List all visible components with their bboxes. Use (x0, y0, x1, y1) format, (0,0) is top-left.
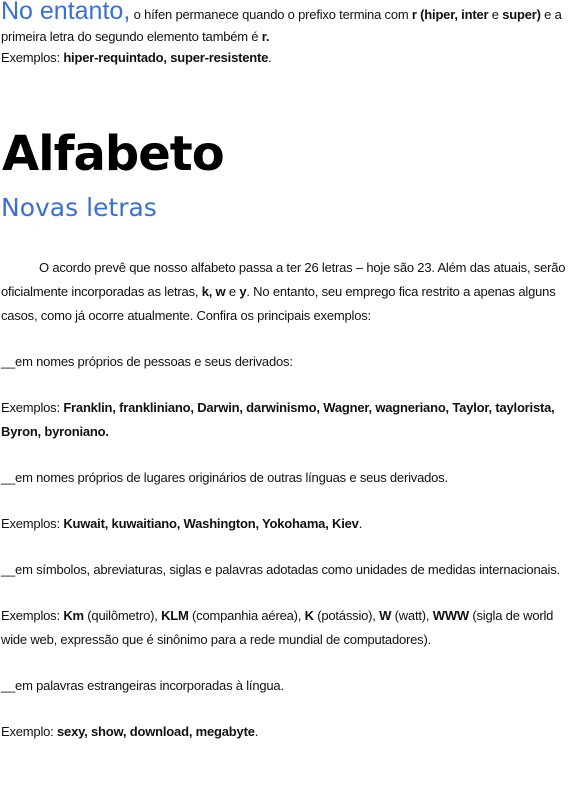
symbol-www: WWW (432, 608, 469, 623)
main-text-3: . No entanto, seu emprego fica restrito a apenas alguns casos, como já ocorre atualmente. Confira os principais exemplos: (1, 284, 556, 323)
intro-text-1: o hífen permanece quando o prefixo termina com (130, 7, 412, 22)
case-examples-2 (1, 512, 575, 536)
spacer (1, 582, 575, 604)
intro-examples-values: hiper-requintado, super-resistente (63, 50, 269, 65)
case-examples-label-4: Exemplo: (1, 724, 58, 739)
spacer (1, 374, 575, 396)
case-examples-label-1: Exemplos: (1, 400, 64, 415)
intro-examples (1, 48, 575, 68)
symbol-km: Km (63, 608, 84, 623)
symbol-w-desc: (watt), (391, 608, 433, 623)
main-letter-y: y (239, 284, 247, 299)
case-rule-4: __em palavras estrangeiras incorporadas à língua. (1, 678, 284, 693)
intro-text-3: e a primeira letra do segundo elemento também é (1, 7, 562, 44)
case-rule-2: __em nomes próprios de lugares originários de outras línguas e seus derivados. (1, 470, 448, 485)
spacer (1, 328, 575, 350)
case-examples-1 (1, 396, 575, 444)
intro-paragraph (1, 0, 575, 48)
case-examples-values-4: sexy, show, download, megabyte (57, 724, 255, 739)
intro-lead: No entanto, (1, 0, 131, 25)
symbol-klm-desc: (companhia aérea), (188, 608, 305, 623)
case-examples-3 (1, 604, 575, 652)
section-title: Alfabeto (2, 126, 224, 182)
symbol-km-desc: (quilômetro), (83, 608, 162, 623)
intro-examples-end: . (268, 50, 272, 65)
section-subtitle: Novas letras (1, 193, 157, 222)
symbol-w: W (379, 608, 392, 623)
spacer (1, 698, 575, 720)
case-examples-label-2: Exemplos: (1, 516, 64, 531)
main-paragraph (1, 256, 575, 328)
case-examples-end-2: . (358, 516, 363, 531)
symbol-k-desc: (potássio), (313, 608, 380, 623)
main-letters: k, w (201, 284, 226, 299)
symbols-label: Exemplos: (1, 608, 64, 623)
case-rule-3: __em símbolos, abreviaturas, siglas e palavras adotadas como unidades de medidas internacionais. (1, 562, 560, 577)
intro-bold-1: r (hiper, inter (411, 7, 489, 22)
case-rule-1: __em nomes próprios de pessoas e seus derivados: (1, 354, 293, 369)
intro-examples-label: Exemplos: (1, 50, 64, 65)
symbol-www-desc: (sigla de world wide web, expressão que é sinônimo para a rede mundial de computadores). (1, 608, 554, 647)
case-examples-values-1: Franklin, frankliniano, Darwin, darwinismo, Wagner, wagneriano, Taylor, taylorista, Byron, byroniano. (1, 400, 555, 439)
spacer (1, 444, 575, 466)
spacer (1, 652, 575, 674)
symbol-k: K (304, 608, 314, 623)
case-examples-4 (1, 720, 575, 744)
intro-text-2: e (488, 7, 503, 22)
case-examples-end-4: . (254, 724, 259, 739)
spacer (1, 490, 575, 512)
section-body (1, 256, 575, 744)
symbol-klm: KLM (161, 608, 189, 623)
intro-bold-2: super) (502, 7, 541, 22)
intro-bold-3: r. (261, 29, 270, 44)
main-text-2: e (225, 284, 240, 299)
spacer (1, 536, 575, 558)
case-examples-values-2: Kuwait, kuwaitiano, Washington, Yokohama, Kiev (63, 516, 359, 531)
main-text-1: O acordo prevê que nosso alfabeto passa a ter 26 letras – hoje são 23. Além das atuais, serão oficialmente incorporadas as letras, (1, 260, 566, 299)
